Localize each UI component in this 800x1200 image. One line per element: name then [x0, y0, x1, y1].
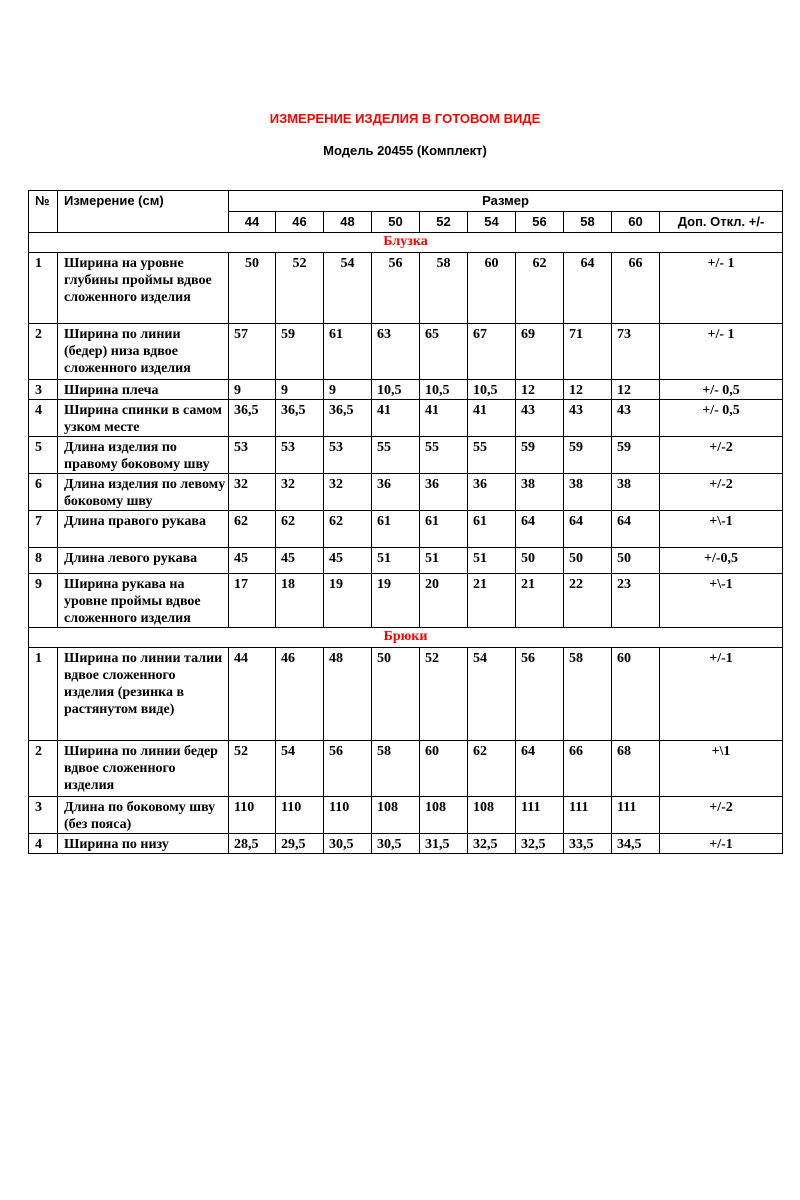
row-number: 4 — [29, 834, 58, 854]
size-value-cell: 30,5 — [372, 834, 420, 854]
size-header-cell: 60 — [612, 212, 660, 233]
size-value-cell: 64 — [612, 511, 660, 548]
size-value-cell: 51 — [372, 548, 420, 574]
size-value-cell: 9 — [324, 380, 372, 400]
table-row — [29, 437, 783, 474]
size-value-cell: 59 — [516, 437, 564, 474]
section-row — [29, 628, 783, 648]
tolerance-cell: +/- 0,5 — [660, 380, 783, 400]
size-value-cell: 60 — [468, 253, 516, 324]
size-value-cell: 44 — [229, 648, 276, 741]
size-value-cell: 57 — [229, 324, 276, 380]
table-row — [29, 574, 783, 628]
size-value-cell: 36,5 — [324, 400, 372, 437]
size-value-cell: 34,5 — [612, 834, 660, 854]
size-header-cell: 48 — [324, 212, 372, 233]
measurement-name: Ширина по линии бедер вдвое сложенного изделия — [58, 741, 229, 797]
size-value-cell: 64 — [564, 253, 612, 324]
size-value-cell: 36 — [420, 474, 468, 511]
size-value-cell: 45 — [276, 548, 324, 574]
size-value-cell: 46 — [276, 648, 324, 741]
size-value-cell: 59 — [276, 324, 324, 380]
size-value-cell: 68 — [612, 741, 660, 797]
size-value-cell: 43 — [564, 400, 612, 437]
size-value-cell: 56 — [516, 648, 564, 741]
size-value-cell: 12 — [516, 380, 564, 400]
size-value-cell: 55 — [420, 437, 468, 474]
size-value-cell: 28,5 — [229, 834, 276, 854]
size-value-cell: 41 — [372, 400, 420, 437]
size-value-cell: 45 — [324, 548, 372, 574]
size-value-cell: 62 — [468, 741, 516, 797]
size-value-cell: 38 — [516, 474, 564, 511]
size-value-cell: 63 — [372, 324, 420, 380]
size-value-cell: 41 — [420, 400, 468, 437]
size-value-cell: 36,5 — [229, 400, 276, 437]
size-value-cell: 53 — [229, 437, 276, 474]
measurement-table — [28, 190, 783, 854]
size-value-cell: 65 — [420, 324, 468, 380]
table-row — [29, 741, 783, 797]
row-number: 7 — [29, 511, 58, 548]
size-value-cell: 61 — [324, 324, 372, 380]
row-number: 5 — [29, 437, 58, 474]
table-row — [29, 548, 783, 574]
table-row — [29, 834, 783, 854]
measure-header: Измерение (см) — [58, 191, 229, 233]
row-number: 2 — [29, 324, 58, 380]
size-value-cell: 59 — [612, 437, 660, 474]
row-number: 3 — [29, 797, 58, 834]
size-value-cell: 22 — [564, 574, 612, 628]
table-row — [29, 648, 783, 741]
measurement-name: Ширина по линии (бедер) низа вдвое сложенного изделия — [58, 324, 229, 380]
size-value-cell: 64 — [516, 741, 564, 797]
size-header-cell: 58 — [564, 212, 612, 233]
table-row — [29, 474, 783, 511]
size-value-cell: 67 — [468, 324, 516, 380]
tolerance-cell: +/-1 — [660, 648, 783, 741]
section-title: Брюки — [29, 628, 783, 648]
table-row — [29, 324, 783, 380]
size-value-cell: 61 — [420, 511, 468, 548]
size-value-cell: 50 — [612, 548, 660, 574]
size-value-cell: 54 — [324, 253, 372, 324]
table-row — [29, 511, 783, 548]
size-value-cell: 12 — [564, 380, 612, 400]
row-number: 4 — [29, 400, 58, 437]
size-value-cell: 60 — [612, 648, 660, 741]
size-value-cell: 31,5 — [420, 834, 468, 854]
measurement-name: Ширина рукава на уровне проймы вдвое сложенного изделия — [58, 574, 229, 628]
size-value-cell: 108 — [468, 797, 516, 834]
size-value-cell: 52 — [420, 648, 468, 741]
measurement-name: Ширина на уровне глубины проймы вдвое сложенного изделия — [58, 253, 229, 324]
size-value-cell: 38 — [612, 474, 660, 511]
size-value-cell: 59 — [564, 437, 612, 474]
measurement-name: Ширина плеча — [58, 380, 229, 400]
size-value-cell: 36 — [468, 474, 516, 511]
size-value-cell: 58 — [372, 741, 420, 797]
row-number: 9 — [29, 574, 58, 628]
size-header-cell: 50 — [372, 212, 420, 233]
size-value-cell: 58 — [420, 253, 468, 324]
size-value-cell: 23 — [612, 574, 660, 628]
num-header: № — [29, 191, 58, 233]
size-value-cell: 62 — [276, 511, 324, 548]
tolerance-cell: +/-0,5 — [660, 548, 783, 574]
measurement-name: Длина по боковому шву (без пояса) — [58, 797, 229, 834]
size-value-cell: 66 — [612, 253, 660, 324]
size-value-cell: 53 — [324, 437, 372, 474]
size-value-cell: 62 — [516, 253, 564, 324]
row-number: 8 — [29, 548, 58, 574]
measurement-name: Длина правого рукава — [58, 511, 229, 548]
tolerance-cell: +/-2 — [660, 474, 783, 511]
size-value-cell: 19 — [372, 574, 420, 628]
size-value-cell: 20 — [420, 574, 468, 628]
size-value-cell: 61 — [468, 511, 516, 548]
size-value-cell: 9 — [276, 380, 324, 400]
tolerance-cell: +/- 0,5 — [660, 400, 783, 437]
size-value-cell: 110 — [276, 797, 324, 834]
measurement-name: Длина левого рукава — [58, 548, 229, 574]
size-value-cell: 58 — [564, 648, 612, 741]
size-value-cell: 10,5 — [420, 380, 468, 400]
size-value-cell: 54 — [276, 741, 324, 797]
row-number: 2 — [29, 741, 58, 797]
size-value-cell: 9 — [229, 380, 276, 400]
size-value-cell: 53 — [276, 437, 324, 474]
row-number: 3 — [29, 380, 58, 400]
size-header-cell: 54 — [468, 212, 516, 233]
row-number: 1 — [29, 648, 58, 741]
size-value-cell: 110 — [229, 797, 276, 834]
size-value-cell: 110 — [324, 797, 372, 834]
size-value-cell: 19 — [324, 574, 372, 628]
size-value-cell: 12 — [612, 380, 660, 400]
page-title: ИЗМЕРЕНИЕ ИЗДЕЛИЯ В ГОТОВОМ ВИДЕ — [269, 111, 541, 126]
size-value-cell: 10,5 — [468, 380, 516, 400]
size-value-cell: 111 — [516, 797, 564, 834]
size-value-cell: 61 — [372, 511, 420, 548]
tolerance-cell: +/- 1 — [660, 253, 783, 324]
size-value-cell: 50 — [229, 253, 276, 324]
measurement-name: Ширина по линии талии вдвое сложенного изделия (резинка в растянутом виде) — [58, 648, 229, 741]
size-header-cell: 56 — [516, 212, 564, 233]
size-header: Размер — [229, 191, 783, 212]
tolerance-header: Доп. Откл. +/- — [660, 212, 783, 233]
size-value-cell: 32 — [324, 474, 372, 511]
table-row — [29, 400, 783, 437]
size-value-cell: 45 — [229, 548, 276, 574]
measurement-name: Ширина спинки в самом узком месте — [58, 400, 229, 437]
size-value-cell: 21 — [516, 574, 564, 628]
measurement-name: Длина изделия по правому боковому шву — [58, 437, 229, 474]
size-value-cell: 56 — [372, 253, 420, 324]
size-value-cell: 17 — [229, 574, 276, 628]
size-value-cell: 51 — [420, 548, 468, 574]
tolerance-cell: +\-1 — [660, 511, 783, 548]
size-value-cell: 10,5 — [372, 380, 420, 400]
size-value-cell: 43 — [516, 400, 564, 437]
table-row — [29, 380, 783, 400]
tolerance-cell: +\-1 — [660, 574, 783, 628]
size-value-cell: 32,5 — [516, 834, 564, 854]
size-value-cell: 41 — [468, 400, 516, 437]
size-value-cell: 62 — [229, 511, 276, 548]
size-value-cell: 29,5 — [276, 834, 324, 854]
size-header-cell: 46 — [276, 212, 324, 233]
model-subtitle: Модель 20455 (Комплект) — [323, 143, 487, 158]
row-number: 1 — [29, 253, 58, 324]
tolerance-cell: +/-2 — [660, 797, 783, 834]
size-value-cell: 43 — [612, 400, 660, 437]
size-value-cell: 111 — [612, 797, 660, 834]
size-value-cell: 38 — [564, 474, 612, 511]
section-row — [29, 233, 783, 253]
size-value-cell: 36 — [372, 474, 420, 511]
size-value-cell: 73 — [612, 324, 660, 380]
size-value-cell: 108 — [420, 797, 468, 834]
row-number: 6 — [29, 474, 58, 511]
size-value-cell: 60 — [420, 741, 468, 797]
size-value-cell: 50 — [372, 648, 420, 741]
size-value-cell: 32 — [276, 474, 324, 511]
size-value-cell: 64 — [564, 511, 612, 548]
header-row — [29, 191, 783, 212]
size-value-cell: 32,5 — [468, 834, 516, 854]
measurement-name: Длина изделия по левому боковому шву — [58, 474, 229, 511]
size-value-cell: 69 — [516, 324, 564, 380]
tolerance-cell: +/-1 — [660, 834, 783, 854]
table-row — [29, 797, 783, 834]
size-value-cell: 62 — [324, 511, 372, 548]
size-value-cell: 55 — [468, 437, 516, 474]
size-value-cell: 56 — [324, 741, 372, 797]
size-value-cell: 33,5 — [564, 834, 612, 854]
tolerance-cell: +/-2 — [660, 437, 783, 474]
size-value-cell: 50 — [564, 548, 612, 574]
size-value-cell: 54 — [468, 648, 516, 741]
tolerance-cell: +/- 1 — [660, 324, 783, 380]
size-value-cell: 71 — [564, 324, 612, 380]
size-value-cell: 52 — [229, 741, 276, 797]
tolerance-cell: +\1 — [660, 741, 783, 797]
size-value-cell: 55 — [372, 437, 420, 474]
size-value-cell: 66 — [564, 741, 612, 797]
size-value-cell: 52 — [276, 253, 324, 324]
table-row — [29, 253, 783, 324]
size-value-cell: 50 — [516, 548, 564, 574]
size-header-cell: 44 — [229, 212, 276, 233]
size-value-cell: 108 — [372, 797, 420, 834]
size-value-cell: 36,5 — [276, 400, 324, 437]
size-value-cell: 18 — [276, 574, 324, 628]
size-header-cell: 52 — [420, 212, 468, 233]
section-title: Блузка — [29, 233, 783, 253]
size-value-cell: 30,5 — [324, 834, 372, 854]
size-value-cell: 111 — [564, 797, 612, 834]
size-value-cell: 64 — [516, 511, 564, 548]
size-value-cell: 21 — [468, 574, 516, 628]
measurement-name: Ширина по низу — [58, 834, 229, 854]
size-value-cell: 51 — [468, 548, 516, 574]
size-value-cell: 32 — [229, 474, 276, 511]
size-value-cell: 48 — [324, 648, 372, 741]
